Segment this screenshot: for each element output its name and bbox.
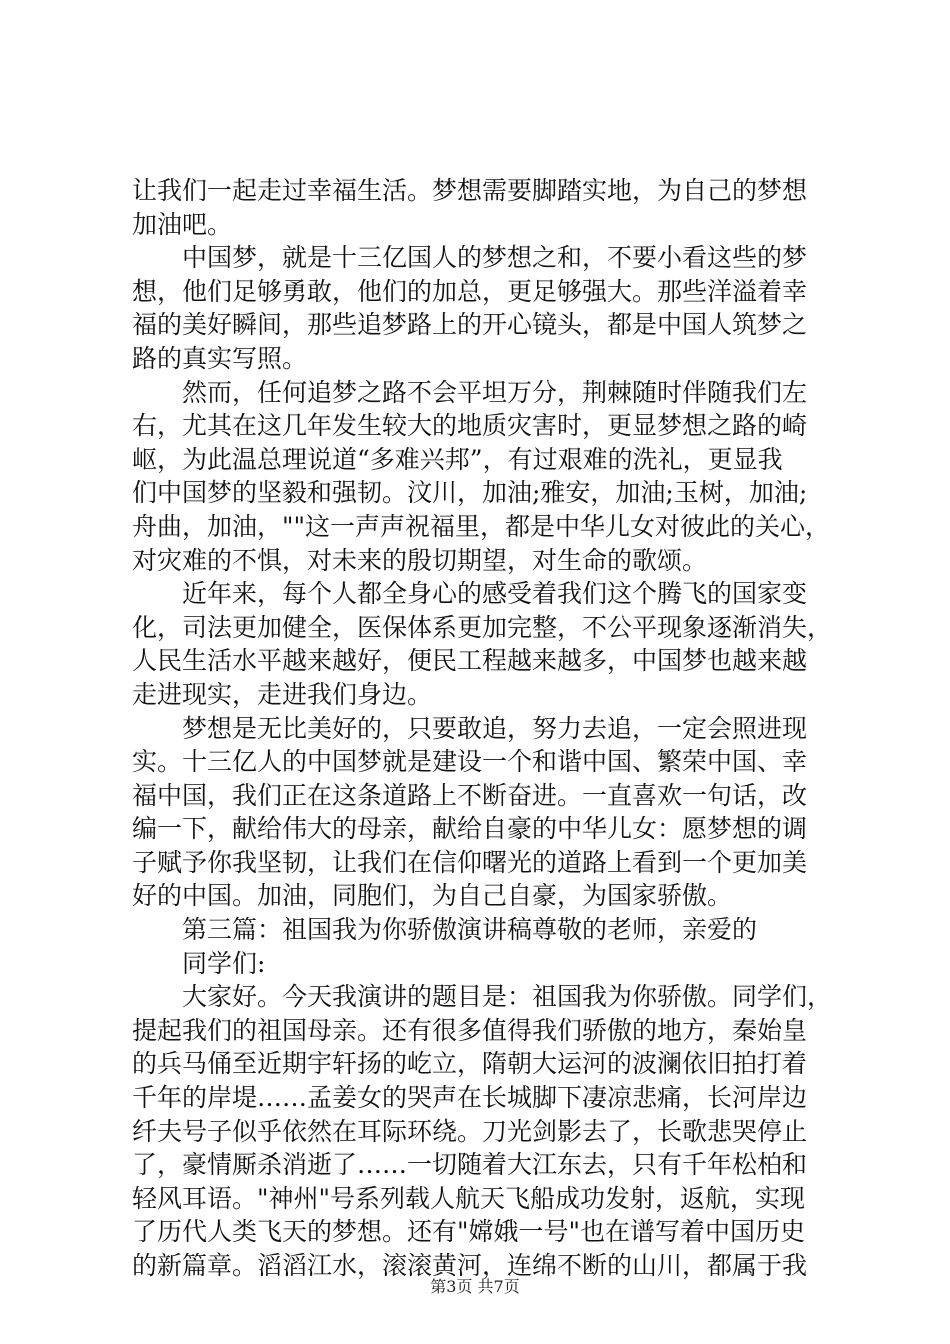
paragraph-start-line: 然而，任何追梦之路不会平坦万分，荆棘随时伴随我们左 xyxy=(182,377,808,407)
text-line: 走进现实，走进我们身边。 xyxy=(132,679,433,709)
text-line: 好的中国。加油，同胞们，为自己自豪，为国家骄傲。 xyxy=(132,881,733,911)
page-number-footer: 第3页 共7页 xyxy=(430,1277,520,1296)
text-line: 纤夫号子似乎依然在耳际环绕。刀光剑影去了，长歌悲哭停止 xyxy=(132,1116,808,1146)
text-line: 路的真实写照。 xyxy=(132,343,308,373)
text-line: 舟曲，加油，""这一声声祝福里，都是中华儿女对彼此的关心， xyxy=(132,511,831,541)
text-line: 岖，为此温总理说道“多难兴邦”，有过艰难的洗礼，更显我 xyxy=(132,444,783,474)
text-line: 的新篇章。滔滔江水，滚滚黄河，连绵不断的山川，都属于我 xyxy=(132,1251,808,1280)
text-line: 了历代人类飞天的梦想。还有"嫦娥一号"也在谱写着中国历史 xyxy=(132,1217,806,1247)
paragraph-start-line: 大家好。今天我演讲的题目是：祖国我为你骄傲。同学们， xyxy=(182,982,832,1012)
text-line: 们中国梦的坚毅和强韧。汶川，加油;雅安，加油;玉树，加油; xyxy=(132,478,808,508)
document-body xyxy=(132,174,832,1283)
text-line: 的兵马俑至近期宇轩扬的屹立，隋朝大运河的波澜依旧拍打着 xyxy=(132,1049,808,1079)
text-line: 右，尤其在这几年发生较大的地质灾害时，更显梦想之路的崎 xyxy=(132,411,808,441)
text-line: 千年的岸堤……孟姜女的哭声在长城脚下凄凉悲痛，长河岸边 xyxy=(132,1083,808,1113)
text-line: 子赋予你我坚韧，让我们在信仰曙光的道路上看到一个更加美 xyxy=(132,847,808,877)
text-line: 提起我们的祖国母亲。还有很多值得我们骄傲的地方，秦始皇 xyxy=(132,1015,808,1045)
paragraph-start-line: 梦想是无比美好的，只要敢追，努力去追，一定会照进现 xyxy=(182,713,808,743)
text-line: 化，司法更加健全，医保体系更加完整，不公平现象逐渐消失， xyxy=(132,612,832,642)
section-heading-line: 第三篇：祖国我为你骄傲演讲稿尊敬的老师，亲爱的 xyxy=(182,915,758,945)
text-line: 对灾难的不惧，对未来的殷切期望，对生命的歌颂。 xyxy=(132,545,708,575)
section-heading-line: 同学们: xyxy=(182,948,266,978)
text-line: 让我们一起走过幸福生活。梦想需要脚踏实地，为自己的梦想 xyxy=(132,176,808,205)
text-line: 想，他们足够勇敢，他们的加总，更足够强大。那些洋溢着幸 xyxy=(132,276,808,306)
text-line: 加油吧。 xyxy=(132,209,233,239)
text-line: 福中国，我们正在这条道路上不断奋进。一直喜欢一句话，改 xyxy=(132,780,808,810)
paragraph-start-line: 近年来，每个人都全身心的感受着我们这个腾飞的国家变 xyxy=(182,579,808,609)
text-line: 实。十三亿人的中国梦就是建设一个和谐中国、繁荣中国、幸 xyxy=(132,747,808,777)
paragraph-start-line: 中国梦，就是十三亿国人的梦想之和，不要小看这些的梦 xyxy=(182,243,808,273)
text-line: 福的美好瞬间，那些追梦路上的开心镜头，都是中国人筑梦之 xyxy=(132,310,808,340)
text-line: 了，豪情厮杀消逝了……一切随着大江东去，只有千年松柏和 xyxy=(132,1150,808,1180)
text-line: 编一下，献给伟大的母亲，献给自豪的中华儿女：愿梦想的调 xyxy=(132,814,808,844)
text-line: 人民生活水平越来越好，便民工程越来越多，中国梦也越来越 xyxy=(132,646,808,676)
text-line: 轻风耳语。"神州"号系列载人航天飞船成功发射，返航，实现 xyxy=(132,1183,806,1213)
